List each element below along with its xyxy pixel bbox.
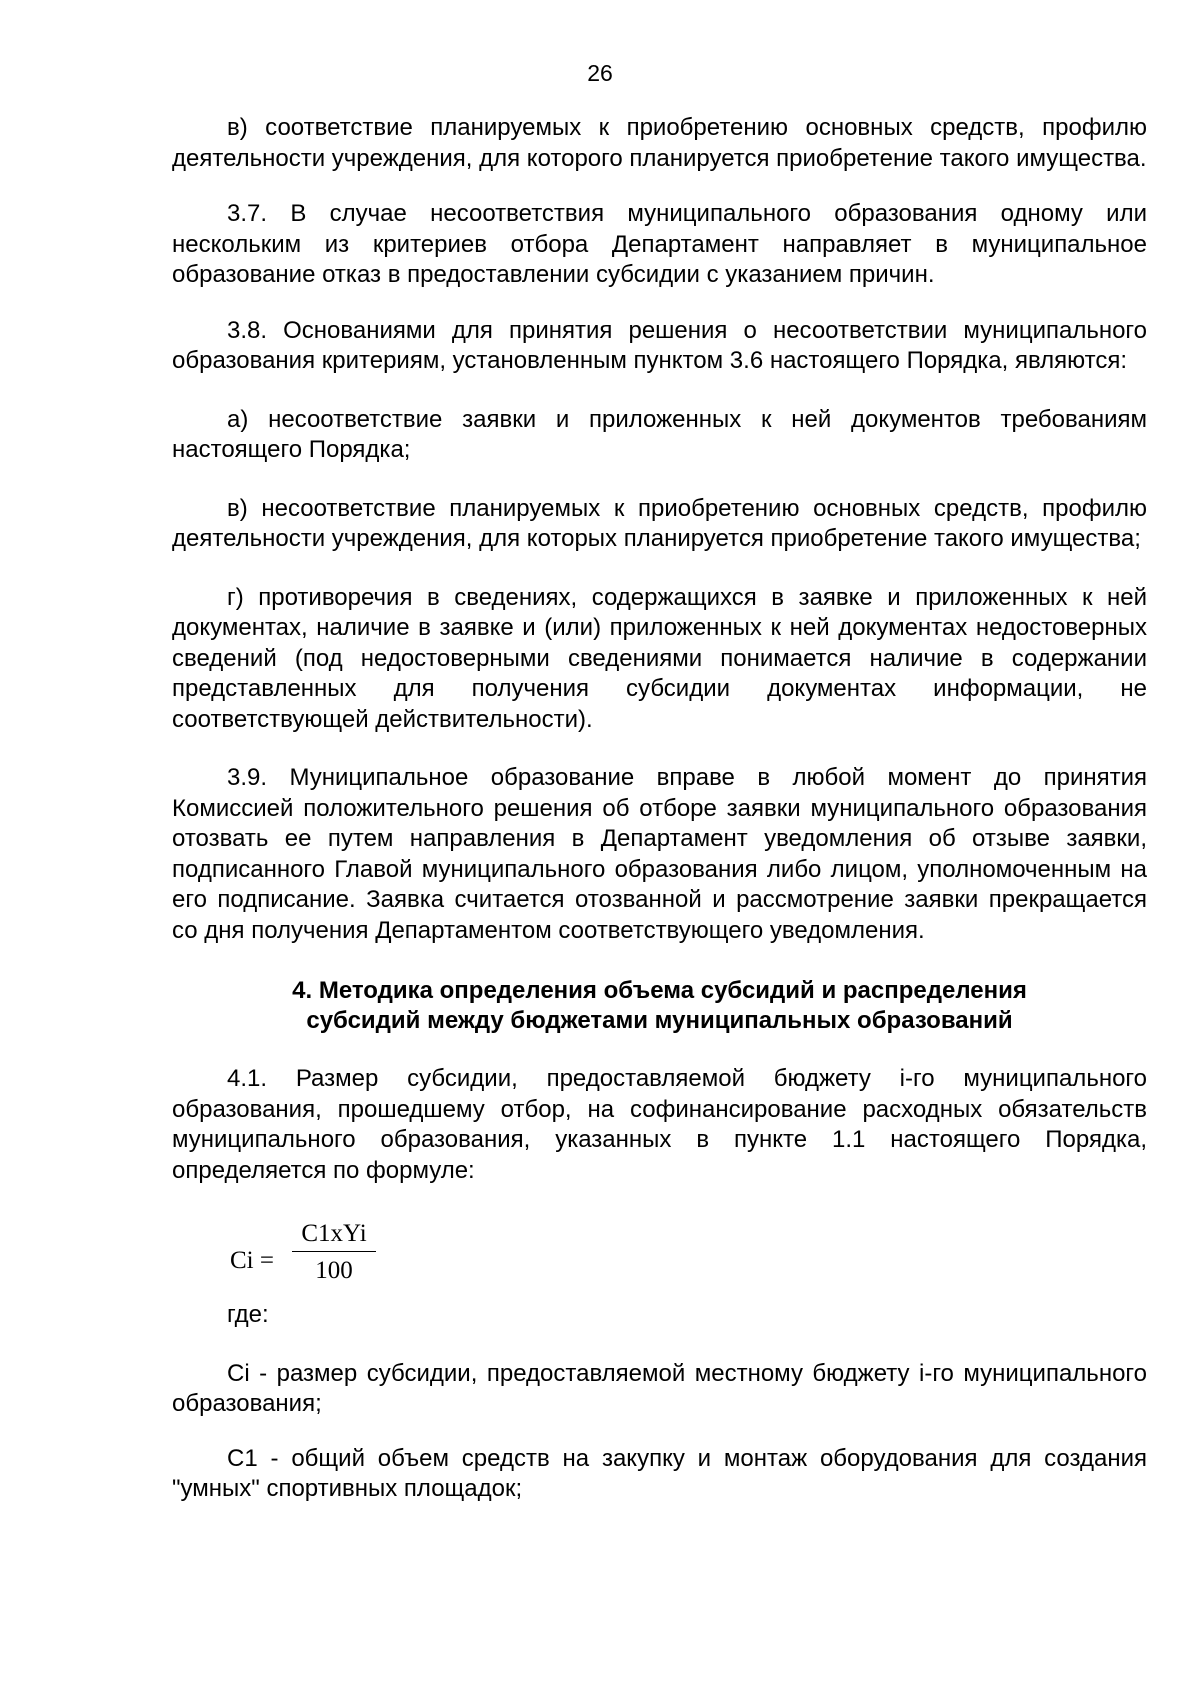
- paragraph-3-9: 3.9. Муниципальное образование вправе в любой момент до принятия Комиссией положительного решения об отборе заявки муниципального образования отозвать ее путем направления в Департамент уведомления об отзыве заявки, подписанного Главой муниципального образования либо лицом, уполномоченным на его подписание. Заявка считается отозванной и рассмотрение заявки прекращается со дня получения Департаментом соответствующего уведомления.: [172, 764, 1147, 944]
- formula-denominator: 100: [315, 1257, 353, 1284]
- paragraph-ground-v: в) несоответствие планируемых к приобретению основных средств, профилю деятельности учреждения, для которых планируется приобретение такого имущества;: [172, 494, 1147, 552]
- page-number: 26: [587, 60, 613, 86]
- section-4-heading-line1: 4. Методика определения объема субсидий и распределения: [292, 977, 1027, 1004]
- paragraph-3-8: 3.8. Основаниями для принятия решения о несоответствии муниципального образования критериям, установленным пунктом 3.6 настоящего Порядка, являются:: [172, 316, 1147, 374]
- section-4-heading-line2: субсидий между бюджетами муниципальных образований: [306, 1007, 1013, 1034]
- paragraph-4-1: 4.1. Размер субсидии, предоставляемой бюджету i-го муниципального образования, прошедшему отбор, на софинансирование расходных обязательств муниципального образования, указанных в пункте 1.1 настоящего Порядка, определяется по формуле:: [172, 1065, 1147, 1184]
- document-body: [172, 113, 1147, 1505]
- paragraph-ground-g: г) противоречия в сведениях, содержащихся в заявке и приложенных к ней документах, наличие в заявке и (или) приложенных к ней документах недостоверных сведений (под недостоверными сведениями понимается наличие в содержании представленных для получения субсидии документах информации, не соответствующей действительности).: [172, 583, 1147, 733]
- fraction-bar: [292, 1251, 376, 1252]
- formula-where-label: где:: [227, 1301, 269, 1328]
- section-4-heading: [172, 976, 1147, 1036]
- definition-c1: C1 - общий объем средств на закупку и монтаж оборудования для создания "умных" спортивных площадок;: [172, 1444, 1147, 1502]
- formula-numerator: C1xYi: [301, 1220, 367, 1247]
- formula-lhs: Ci =: [230, 1247, 274, 1274]
- subsidy-formula: [230, 1218, 1147, 1300]
- paragraph-3-7: 3.7. В случае несоответствия муниципального образования одному или нескольким из критериев отбора Департамент направляет в муниципальное образование отказ в предоставлении субсидии с указанием причин.: [172, 200, 1147, 288]
- definition-ci: Ci - размер субсидии, предоставляемой местному бюджету i-го муниципального образования;: [172, 1359, 1147, 1417]
- paragraph-ground-a: а) несоответствие заявки и приложенных к ней документов требованиям настоящего Порядка;: [172, 405, 1147, 463]
- paragraph-criterion-v: в) соответствие планируемых к приобретению основных средств, профилю деятельности учреждения, для которого планируется приобретение такого имущества.: [172, 114, 1147, 172]
- formula-fraction: [292, 1218, 376, 1287]
